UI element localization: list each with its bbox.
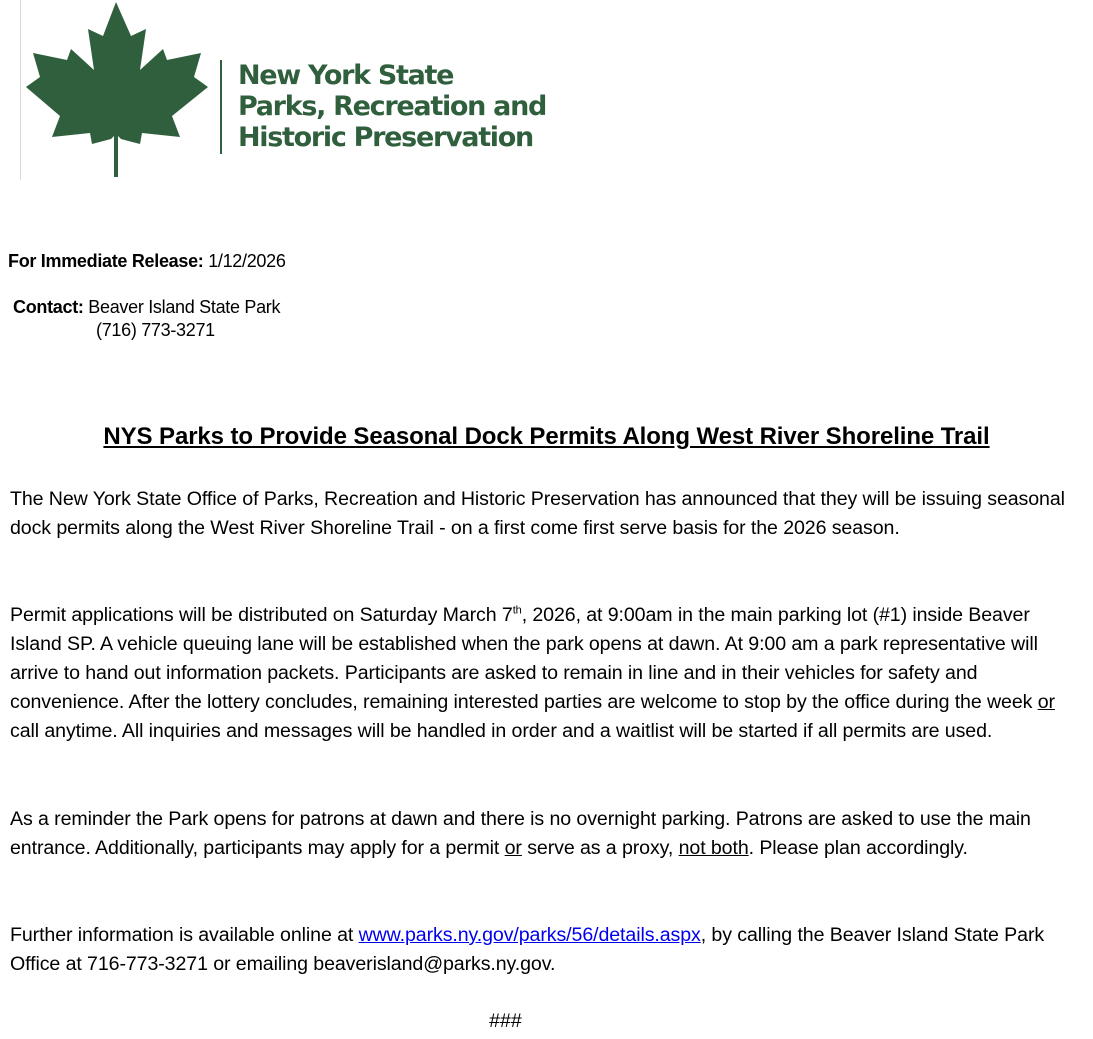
park-details-link[interactable]: www.parks.ny.gov/parks/56/details.aspx <box>358 924 701 946</box>
logo-divider <box>220 60 222 154</box>
release-line <box>8 250 286 273</box>
maple-leaf-icon <box>26 2 208 180</box>
page-title: NYS Parks to Provide Seasonal Dock Permits Along West River Shoreline Trail <box>103 423 990 450</box>
logo-line-3: Historic Preservation <box>238 122 533 153</box>
page-edge-line <box>20 0 21 180</box>
contact-line <box>13 296 280 319</box>
p3-text-end: . Please plan accordingly. <box>748 837 968 859</box>
p2-text-end: call anytime. All inquiries and messages will be handled in order and a waitlist will be started if all permits are used. <box>10 720 993 742</box>
contact-name: Beaver Island State Park <box>88 297 281 317</box>
p4-text-start: Further information is available online at <box>10 924 359 946</box>
release-label: For Immediate Release: <box>8 251 204 271</box>
logo-line-2: Parks, Recreation and <box>238 91 547 122</box>
p3-text-start: As a reminder the Park opens for patrons at dawn and there is no overnight parking. Patrons are asked to use the main entrance. Additionally, participants may apply for a permit <box>10 808 1031 859</box>
paragraph-announcement: The New York State Office of Parks, Recreation and Historic Preservation has announced that they will be issuing seasonal dock permits along the West River Shoreline Trail - on a first come first serve basis for the 2026 season. <box>10 488 1065 539</box>
p3-underlined-not-both: not both <box>678 837 749 859</box>
release-date: 1/12/2026 <box>208 251 286 271</box>
p4-text-end: , by calling the Beaver Island State Park Office at 716-773-3271 or emailing beaverisland@parks.ny.gov. <box>10 924 1045 975</box>
p3-underlined-or: or <box>504 837 522 859</box>
agency-logo-text <box>238 60 546 153</box>
paragraph-distribution <box>10 601 1085 746</box>
p3-text-middle: serve as a proxy, <box>521 837 679 859</box>
logo-line-1: New York State <box>238 60 454 91</box>
paragraph-further-info <box>10 921 1085 979</box>
p2-text-middle: , 2026, at 9:00am in the main parking lot (#1) inside Beaver Island SP. A vehicle queuing lane will be established when the park opens at dawn. At 9:00 am a park representative will arrive to hand out information packets. Participants are asked to remain in line and in their vehicles for safety and convenience. After the lottery concludes, remaining interested parties are welcome to stop by the office during the week <box>10 604 1038 713</box>
contact-label: Contact: <box>13 297 84 317</box>
end-of-release-mark: ### <box>489 1010 522 1032</box>
paragraph-reminder <box>10 805 1085 863</box>
contact-phone: (716) 773-3271 <box>96 320 215 340</box>
ordinal-suffix: th <box>512 604 522 617</box>
p2-underlined-or: or <box>1037 691 1055 713</box>
p2-text-start: Permit applications will be distributed on Saturday March 7 <box>10 604 513 626</box>
